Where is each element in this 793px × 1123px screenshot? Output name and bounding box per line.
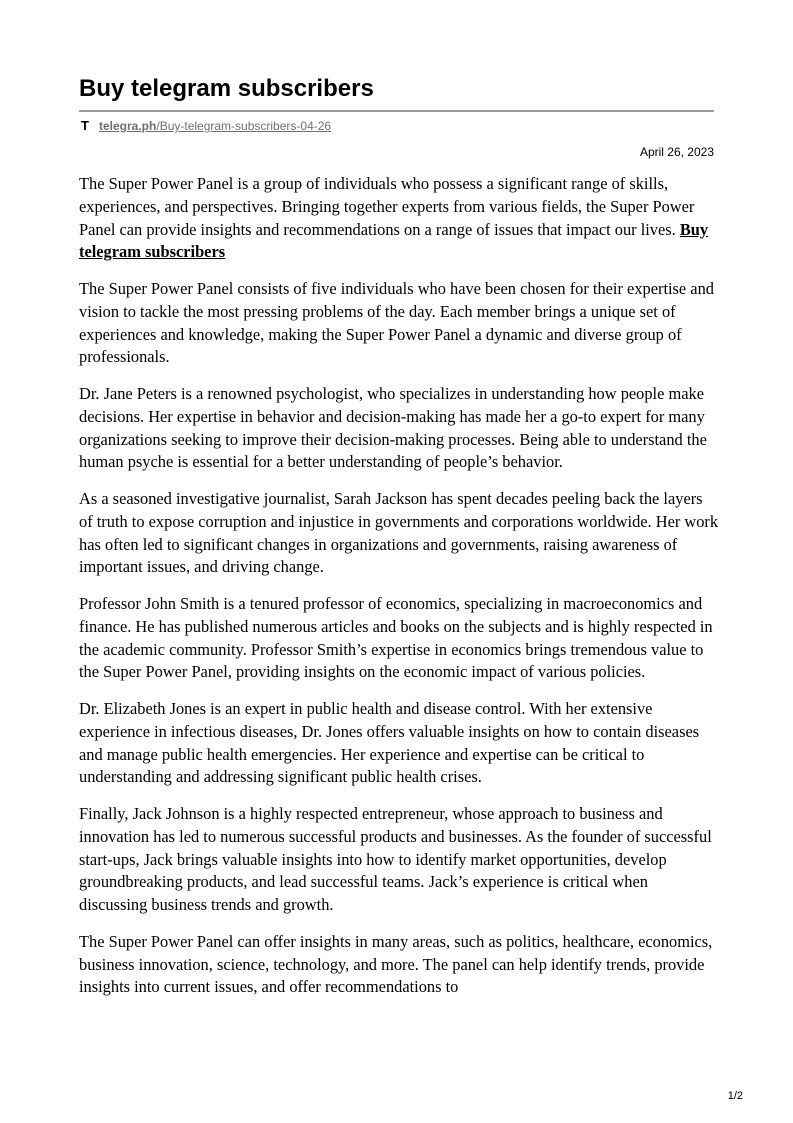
paragraph-5: Professor John Smith is a tenured professor of economics, specializing in macroeconomics and finance. He has published numerous articles and books on the subjects and is highly respected in the academic community. Professor Smith’s expertise in economics brings tremendous value to the Super Power Panel, providing insights on the economic impact of various policies.	[79, 594, 713, 682]
publish-date: April 26, 2023	[639, 145, 714, 159]
buy-telegram-subscribers-link[interactable]: Buy telegram subscribers	[79, 219, 709, 262]
paragraph-3: Dr. Jane Peters is a renowned psychologist, who specializes in understanding how people make decisions. Her expertise in behavior and decision-making has made her a go-to expert for many organizations seeking to improve their decision-making processes. Being able to understand the human psyche is essential for a better understanding of people’s behavior.	[79, 384, 707, 472]
paragraph-1	[79, 173, 719, 264]
page-number: 1/2	[727, 1090, 743, 1102]
article-body	[79, 173, 719, 1013]
paragraph-2: The Super Power Panel consists of five individuals who have been chosen for their expertise and vision to tackle the most pressing problems of the day. Each member brings a unique set of experiences and knowledge, making the Super Power Panel a dynamic and diverse group of professionals.	[79, 279, 714, 367]
paragraph-7: Finally, Jack Johnson is a highly respected entrepreneur, whose approach to business and innovation has led to numerous successful products and businesses. As the founder of successful start-ups, Jack brings valuable insights into how to identify market opportunities, develop groundbreaking products, and lead successful teams. Jack’s experience is critical when discussing business trends and growth.	[79, 804, 712, 914]
source-line	[79, 118, 331, 134]
paragraph-4: As a seasoned investigative journalist, Sarah Jackson has spent decades peeling back the layers of truth to expose corruption and injustice in governments and corporations worldwide. Her work has often led to significant changes in organizations and governments, raising awareness of important issues, and driving change.	[79, 489, 719, 577]
page-title: Buy telegram subscribers	[79, 75, 374, 102]
source-link[interactable]	[99, 118, 331, 134]
paragraph-6: Dr. Elizabeth Jones is an expert in public health and disease control. With her extensive experience in infectious diseases, Dr. Jones offers valuable insights on how to contain diseases and manage public health emergencies. Her experience and expertise can be critical to understanding and addressing significant public health crises.	[79, 699, 700, 787]
paragraph-8: The Super Power Panel can offer insights in many areas, such as politics, healthcare, economics, business innovation, science, technology, and more. The panel can help identify trends, provide insights into current issues, and offer recommendations to	[79, 931, 713, 997]
source-path: /Buy-telegram-subscribers-04-26	[156, 119, 332, 133]
telegraph-logo-icon: T	[81, 118, 89, 133]
paragraph-1-text: The Super Power Panel is a group of individuals who possess a significant range of skills, experiences, and perspectives. Bringing together experts from various fields, the Super Power Panel can provide insights and recommendations on a range of issues that impact our lives.	[79, 174, 695, 239]
source-domain: telegra.ph	[99, 119, 157, 133]
title-divider	[79, 110, 714, 112]
